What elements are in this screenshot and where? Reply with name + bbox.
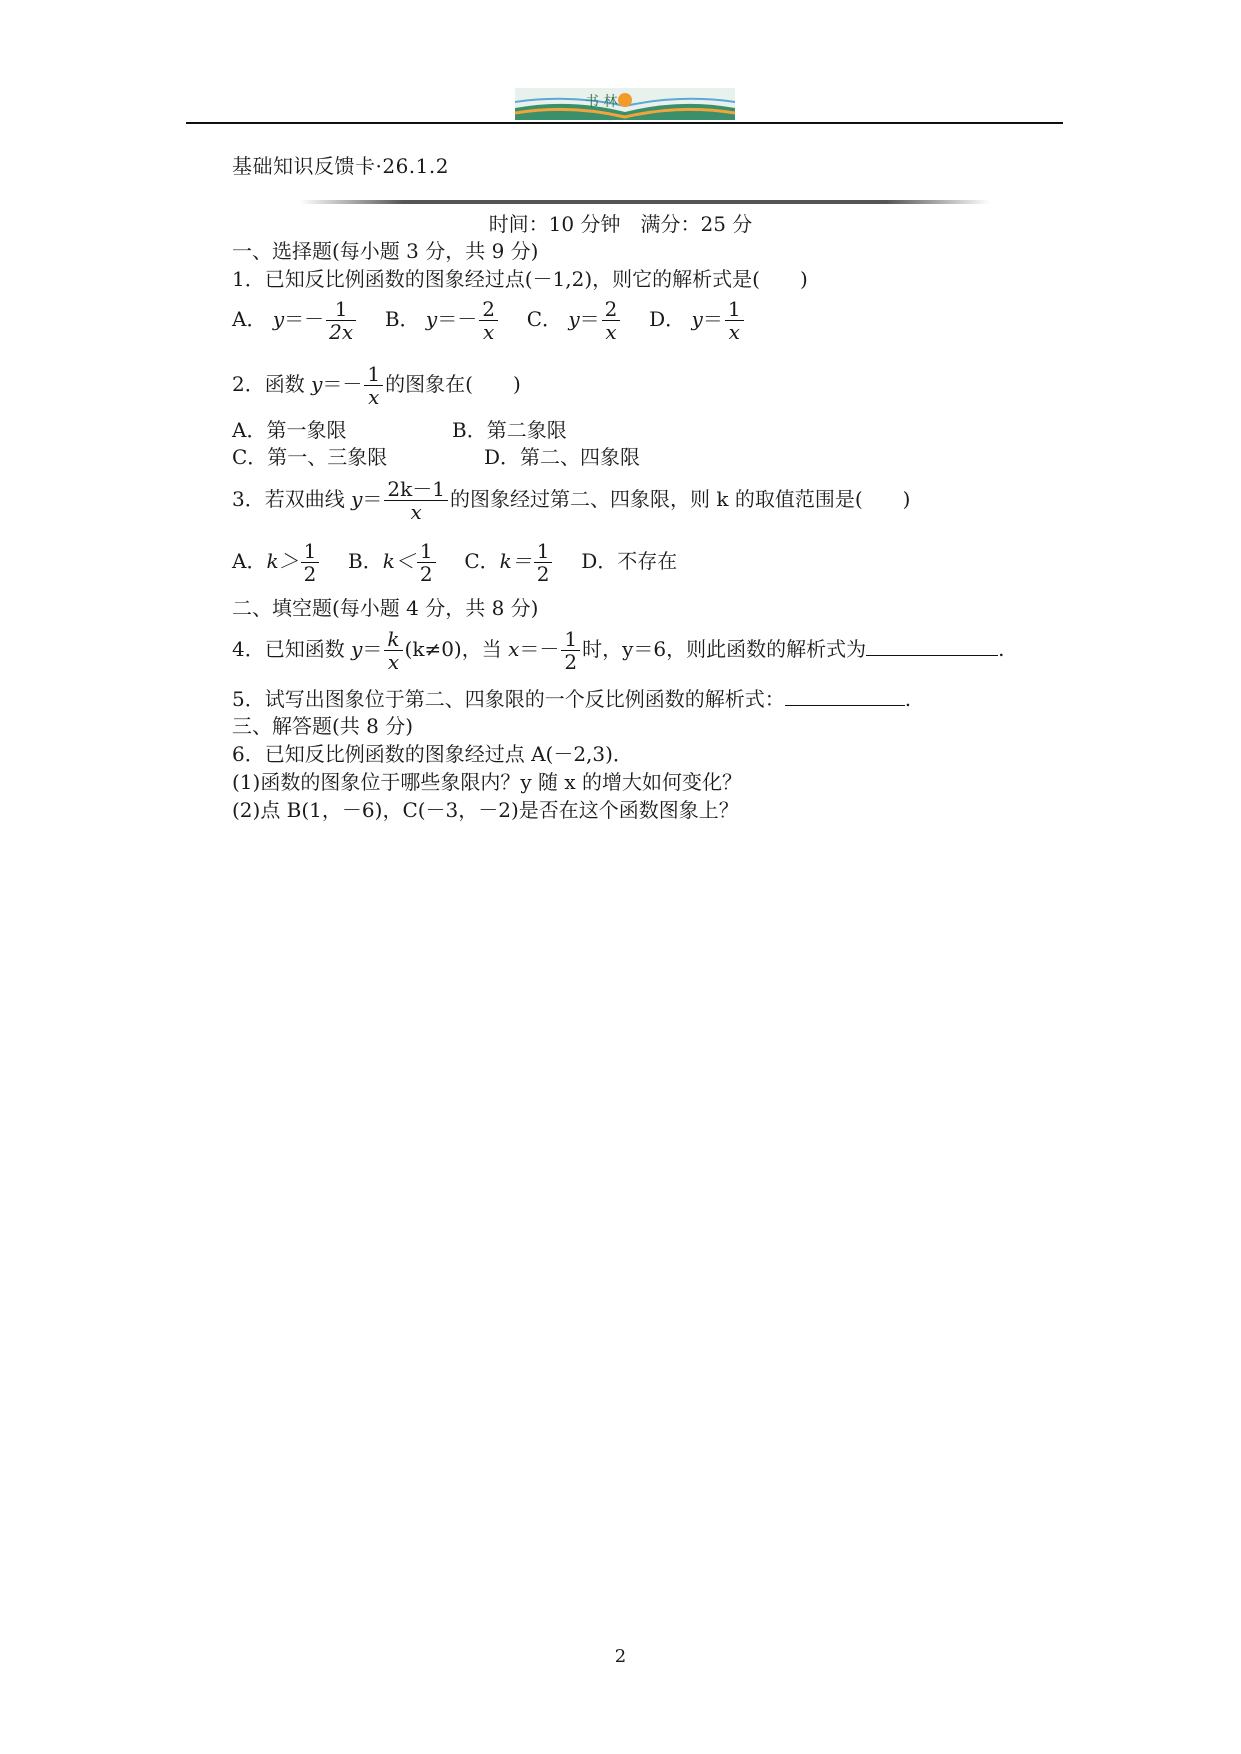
q3-option-b-label: B． (348, 549, 383, 573)
q2-den: x (364, 385, 383, 408)
q4-prefix: 4．已知函数 (232, 637, 352, 661)
question-5 (232, 686, 911, 712)
q2-fraction (364, 363, 383, 408)
q5-answer-blank[interactable] (785, 687, 905, 706)
q4-lhs: y (351, 637, 363, 661)
q1-a-den: 2x (326, 320, 356, 343)
q1-a-fraction (326, 298, 356, 343)
q1-d-num: 1 (727, 297, 741, 321)
q3-c-den: 2 (534, 562, 553, 585)
q1-b-num: 2 (482, 297, 495, 321)
q4-fraction (384, 628, 402, 673)
q2-option-a: A．第一象限 (232, 418, 347, 442)
q3-c-num: 1 (536, 539, 550, 563)
q4-x-den: 2 (561, 650, 580, 673)
q3-b-expr: k＜ (382, 549, 415, 573)
q2-lhs: y (311, 372, 323, 396)
q4-x-fraction (561, 628, 580, 673)
q2-suffix: 的图象在( ) (385, 372, 521, 396)
header-rule (186, 122, 1063, 124)
question-6-part-2: (2)点 B(1，－6)，C(－3，－2)是否在这个函数图象上？ (232, 798, 739, 822)
question-6-part-1: (1)函数的图象位于哪些象限内？y 随 x 的增大如何变化？ (232, 770, 742, 794)
header-logo (515, 88, 735, 120)
question-3-options (232, 540, 677, 585)
card-title: 基础知识反馈卡·26.1.2 (232, 154, 449, 178)
q3-a-den: 2 (301, 562, 320, 585)
q3-lhs: y (351, 487, 363, 511)
q1-a-num: 1 (334, 297, 348, 321)
q3-b-num: 1 (419, 539, 433, 563)
q3-b-den: 2 (417, 562, 436, 585)
q1-c-lhs: y (568, 307, 580, 331)
q3-option-c-label: C． (464, 549, 500, 573)
q3-fraction (384, 478, 448, 523)
title-divider (300, 199, 990, 205)
q1-a-lhs: y (272, 307, 285, 331)
q3-b-fraction (417, 540, 436, 585)
section-heading-fill: 二、填空题(每小题 4 分，共 8 分) (232, 596, 539, 620)
q4-eq: ＝ (362, 637, 383, 661)
q1-d-lhs: y (691, 307, 703, 331)
q4-suffix: 时，y＝6，则此函数的解析式为 (582, 637, 867, 661)
question-4-stem (232, 628, 1005, 673)
question-2-stem (232, 363, 521, 408)
q1-b-fraction (479, 298, 498, 343)
q4-den: x (384, 650, 402, 673)
q3-c-fraction (534, 540, 553, 585)
q3-num: 2k－1 (387, 477, 445, 501)
q2-option-c: C．第一、三象限 (232, 445, 388, 469)
q1-option-b-label: B． (384, 307, 420, 331)
q4-end: . (998, 637, 1005, 661)
question-1-options (232, 298, 746, 343)
question-1-stem: 1．已知反比例函数的图象经过点(－1,2)，则它的解析式是( ) (232, 267, 808, 291)
q5-text: 5．试写出图象位于第二、四象限的一个反比例函数的解析式： (232, 687, 785, 711)
q2-option-d: D．第二、四象限 (484, 445, 641, 469)
q4-num: k (387, 627, 400, 651)
q1-b-lhs: y (425, 307, 438, 331)
q1-c-num: 2 (604, 297, 618, 321)
q1-a-eq: ＝－ (284, 307, 325, 331)
q5-end: . (904, 687, 912, 711)
q3-suffix: 的图象经过第二、四象限，则 k 的取值范围是( ) (449, 487, 911, 511)
q1-d-den: x (725, 320, 744, 343)
q3-den: x (384, 500, 448, 523)
q1-d-eq: ＝ (702, 307, 723, 331)
q1-b-den: x (479, 320, 498, 343)
logo-text: 书 林 (585, 94, 618, 110)
q3-eq: ＝ (362, 487, 383, 511)
q3-a-expr: k＞ (266, 549, 299, 573)
question-3-stem (232, 478, 910, 523)
q1-d-fraction (725, 298, 744, 343)
q1-option-d-label: D． (649, 307, 686, 331)
q2-prefix: 2．函数 (232, 372, 312, 396)
page-number: 2 (614, 1646, 627, 1667)
section-heading-solve: 三、解答题(共 8 分) (232, 714, 414, 738)
q1-c-eq: ＝ (579, 307, 600, 331)
q2-option-b: B．第二象限 (452, 418, 567, 442)
q2-num: 1 (367, 362, 381, 386)
q3-a-num: 1 (303, 539, 317, 563)
q1-c-den: x (602, 320, 621, 343)
q4-condition: (k≠0)，当 (404, 637, 509, 661)
q3-option-d: D．不存在 (581, 549, 678, 573)
section-heading-choice: 一、选择题(每小题 3 分，共 9 分) (232, 239, 539, 263)
q1-c-fraction (602, 298, 621, 343)
time-score-line: 时间：10 分钟 满分：25 分 (488, 212, 753, 236)
q4-x-lhs: x (508, 637, 520, 661)
q1-b-eq: ＝－ (437, 307, 478, 331)
q1-option-a-label: A． (232, 307, 267, 331)
q3-c-expr: k＝ (499, 549, 532, 573)
q2-eq: ＝－ (322, 372, 363, 396)
q3-a-fraction (301, 540, 320, 585)
q4-x-eq: ＝－ (519, 637, 560, 661)
question-6-stem: 6．已知反比例函数的图象经过点 A(－2,3)． (232, 742, 633, 766)
q3-prefix: 3．若双曲线 (232, 487, 352, 511)
q4-answer-blank[interactable] (866, 637, 998, 656)
q4-x-num: 1 (564, 627, 578, 651)
q3-option-a-label: A． (232, 549, 267, 573)
q1-option-c-label: C． (526, 307, 562, 331)
